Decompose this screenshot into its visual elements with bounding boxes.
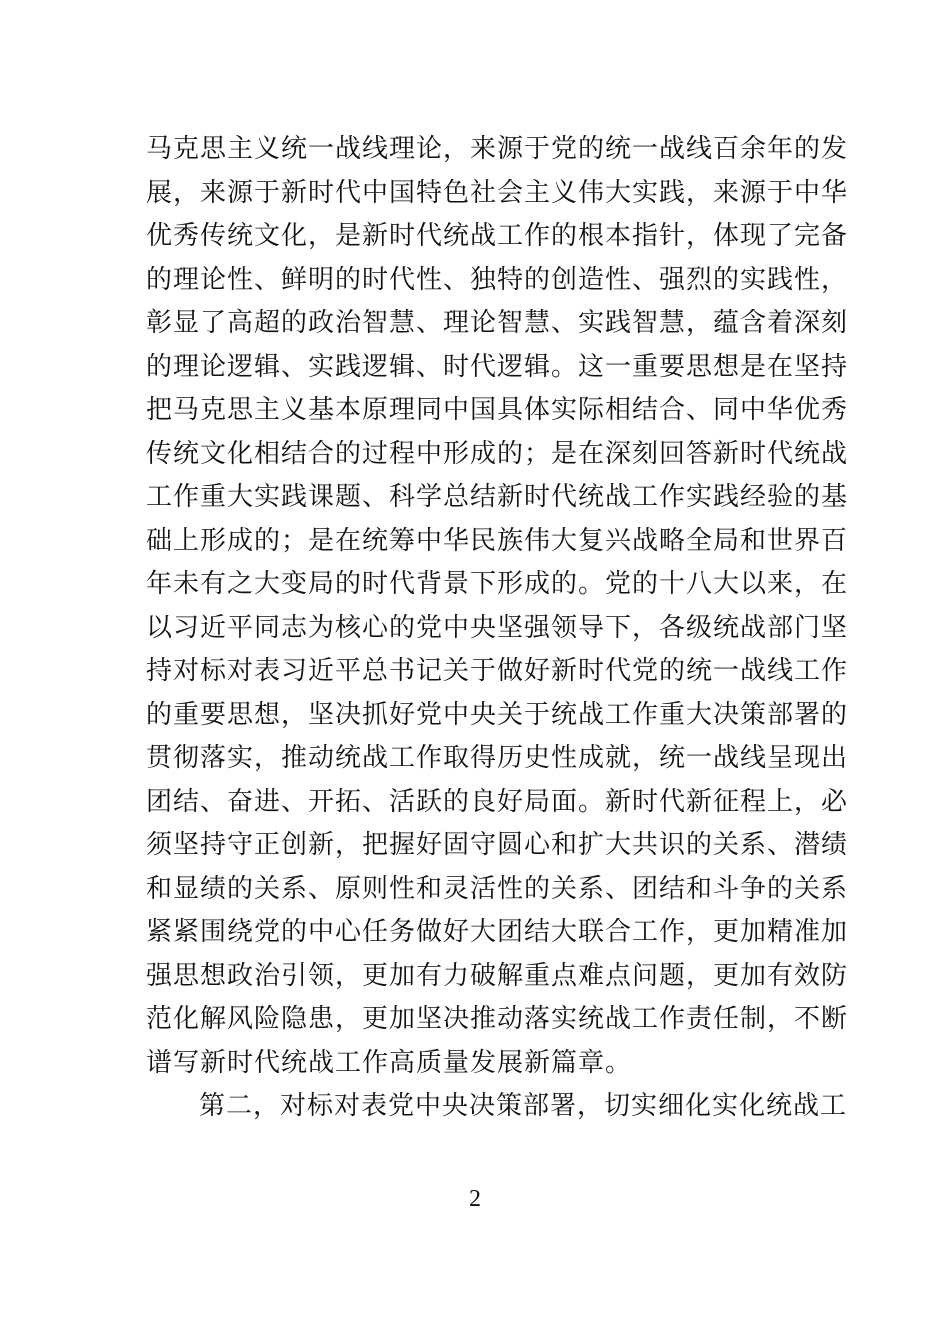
text-line: 马克思主义统一战线理论，来源于党的统一战线百余年的发 — [146, 134, 849, 164]
text-line: 以习近平同志为核心的党中央坚强领导下，各级统战部门坚 — [146, 612, 849, 643]
text-line: 和显绩的关系、原则性和灵活性的关系、团结和斗争的关系 — [146, 873, 849, 904]
text-line: 的理论逻辑、实践逻辑、时代逻辑。这一重要思想是在坚持 — [146, 351, 849, 382]
text-line: 优秀传统文化，是新时代统战工作的根本指针，体现了完备 — [146, 221, 849, 251]
text-line: 团结、奋进、开拓、活跃的良好局面。新时代新征程上，必 — [146, 786, 849, 817]
body-text — [146, 128, 849, 1129]
text-line: 范化解风险隐患，更加坚决推动落实统战工作责任制，不断 — [146, 1004, 849, 1034]
text-line-paragraph-start: 第二，对标对表党中央决策部署，切实细化实化统战工 — [199, 1091, 848, 1121]
text-line: 年未有之大变局的时代背景下形成的。党的十八大以来，在 — [146, 569, 849, 599]
text-line: 的理论性、鲜明的时代性、独特的创造性、强烈的实践性， — [146, 264, 849, 295]
text-line: 贯彻落实，推动统战工作取得历史性成就，统一战线呈现出 — [146, 743, 849, 773]
text-line: 须坚持守正创新，把握好固守圆心和扩大共识的关系、潜绩 — [146, 830, 849, 860]
text-line: 彰显了高超的政治智慧、理论智慧、实践智慧，蕴含着深刻 — [146, 308, 849, 338]
text-line: 展，来源于新时代中国特色社会主义伟大实践，来源于中华 — [146, 177, 849, 208]
page-number: 2 — [469, 1186, 481, 1212]
text-line: 紧紧围绕党的中心任务做好大团结大联合工作，更加精准加 — [146, 917, 849, 947]
text-line: 工作重大实践课题、科学总结新时代统战工作实践经验的基 — [146, 482, 849, 512]
text-line: 传统文化相结合的过程中形成的；是在深刻回答新时代统战 — [146, 438, 849, 469]
text-line: 把马克思主义基本原理同中国具体实际相结合、同中华优秀 — [146, 395, 849, 425]
text-line-paragraph-end: 谱写新时代统战工作高质量发展新篇章。 — [146, 1047, 633, 1078]
text-line: 础上形成的；是在统筹中华民族伟大复兴战略全局和世界百 — [146, 525, 849, 556]
text-line: 的重要思想，坚决抓好党中央关于统战工作重大决策部署的 — [146, 699, 849, 730]
text-line: 持对标对表习近平总书记关于做好新时代党的统一战线工作 — [146, 656, 849, 686]
text-line: 强思想政治引领，更加有力破解重点难点问题，更加有效防 — [146, 960, 849, 991]
